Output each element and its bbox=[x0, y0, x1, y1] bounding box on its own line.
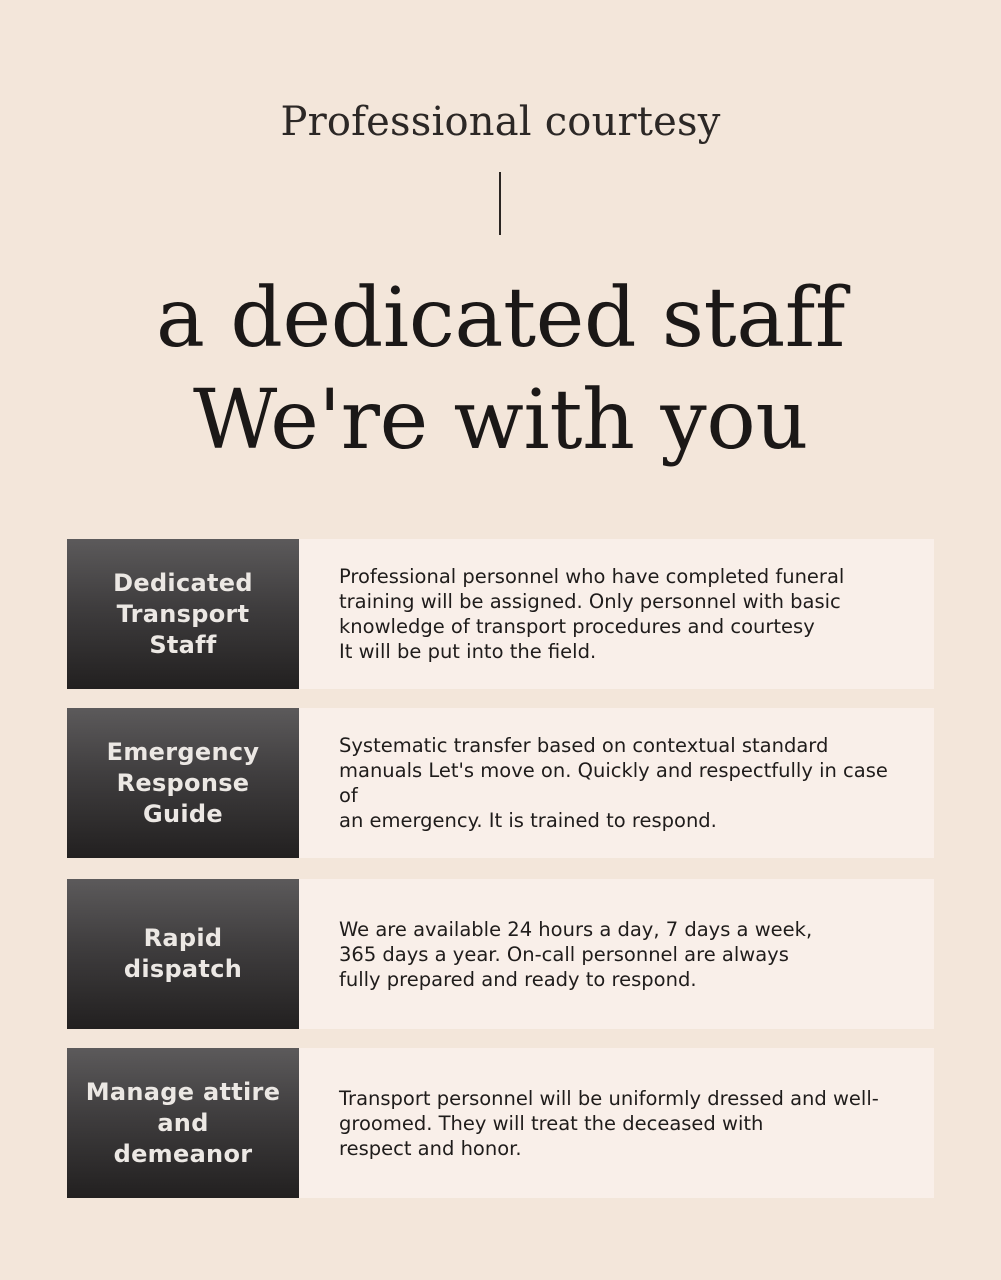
card-title: Manage attire and demeanor bbox=[85, 1077, 281, 1168]
service-cards bbox=[67, 539, 934, 1217]
card-title: Dedicated Transport Staff bbox=[113, 568, 253, 659]
card-description: Transport personnel will be uniformly dressed and well- groomed. They will treat the deceased with respect and honor. bbox=[339, 1086, 879, 1160]
service-card-dedicated-transport-staff bbox=[67, 539, 934, 689]
service-card-manage-attire-demeanor bbox=[67, 1048, 934, 1198]
card-title-panel bbox=[67, 879, 299, 1029]
service-card-emergency-response-guide bbox=[67, 708, 934, 858]
card-title-panel bbox=[67, 708, 299, 858]
headline-line-1: a dedicated staff bbox=[155, 271, 846, 366]
card-title-panel bbox=[67, 539, 299, 689]
card-description-panel bbox=[299, 1048, 934, 1198]
card-title-panel bbox=[67, 1048, 299, 1198]
service-card-rapid-dispatch bbox=[67, 879, 934, 1029]
card-title: Rapid dispatch bbox=[123, 924, 243, 983]
vertical-divider bbox=[499, 172, 501, 235]
headline-line-2: We're with you bbox=[192, 373, 808, 468]
card-description: We are available 24 hours a day, 7 days a week, 365 days a year. On-call personnel are always fully prepared and ready to respond. bbox=[339, 917, 813, 991]
header bbox=[0, 0, 1001, 520]
subtitle: Professional courtesy bbox=[280, 99, 721, 145]
card-description-panel bbox=[299, 879, 934, 1029]
card-description: Professional personnel who have completed funeral training will be assigned. Only personnel with basic knowledge of transport procedures and courtesy It will be put into the field. bbox=[339, 565, 845, 663]
card-description-panel bbox=[299, 708, 934, 858]
headline bbox=[0, 268, 1001, 472]
card-description: Systematic transfer based on contextual standard manuals Let's move on. Quickly and respectfully in case of an emergency. It is trained to respond. bbox=[339, 734, 888, 832]
card-description-panel bbox=[299, 539, 934, 689]
card-title: Emergency Response Guide bbox=[106, 737, 260, 828]
